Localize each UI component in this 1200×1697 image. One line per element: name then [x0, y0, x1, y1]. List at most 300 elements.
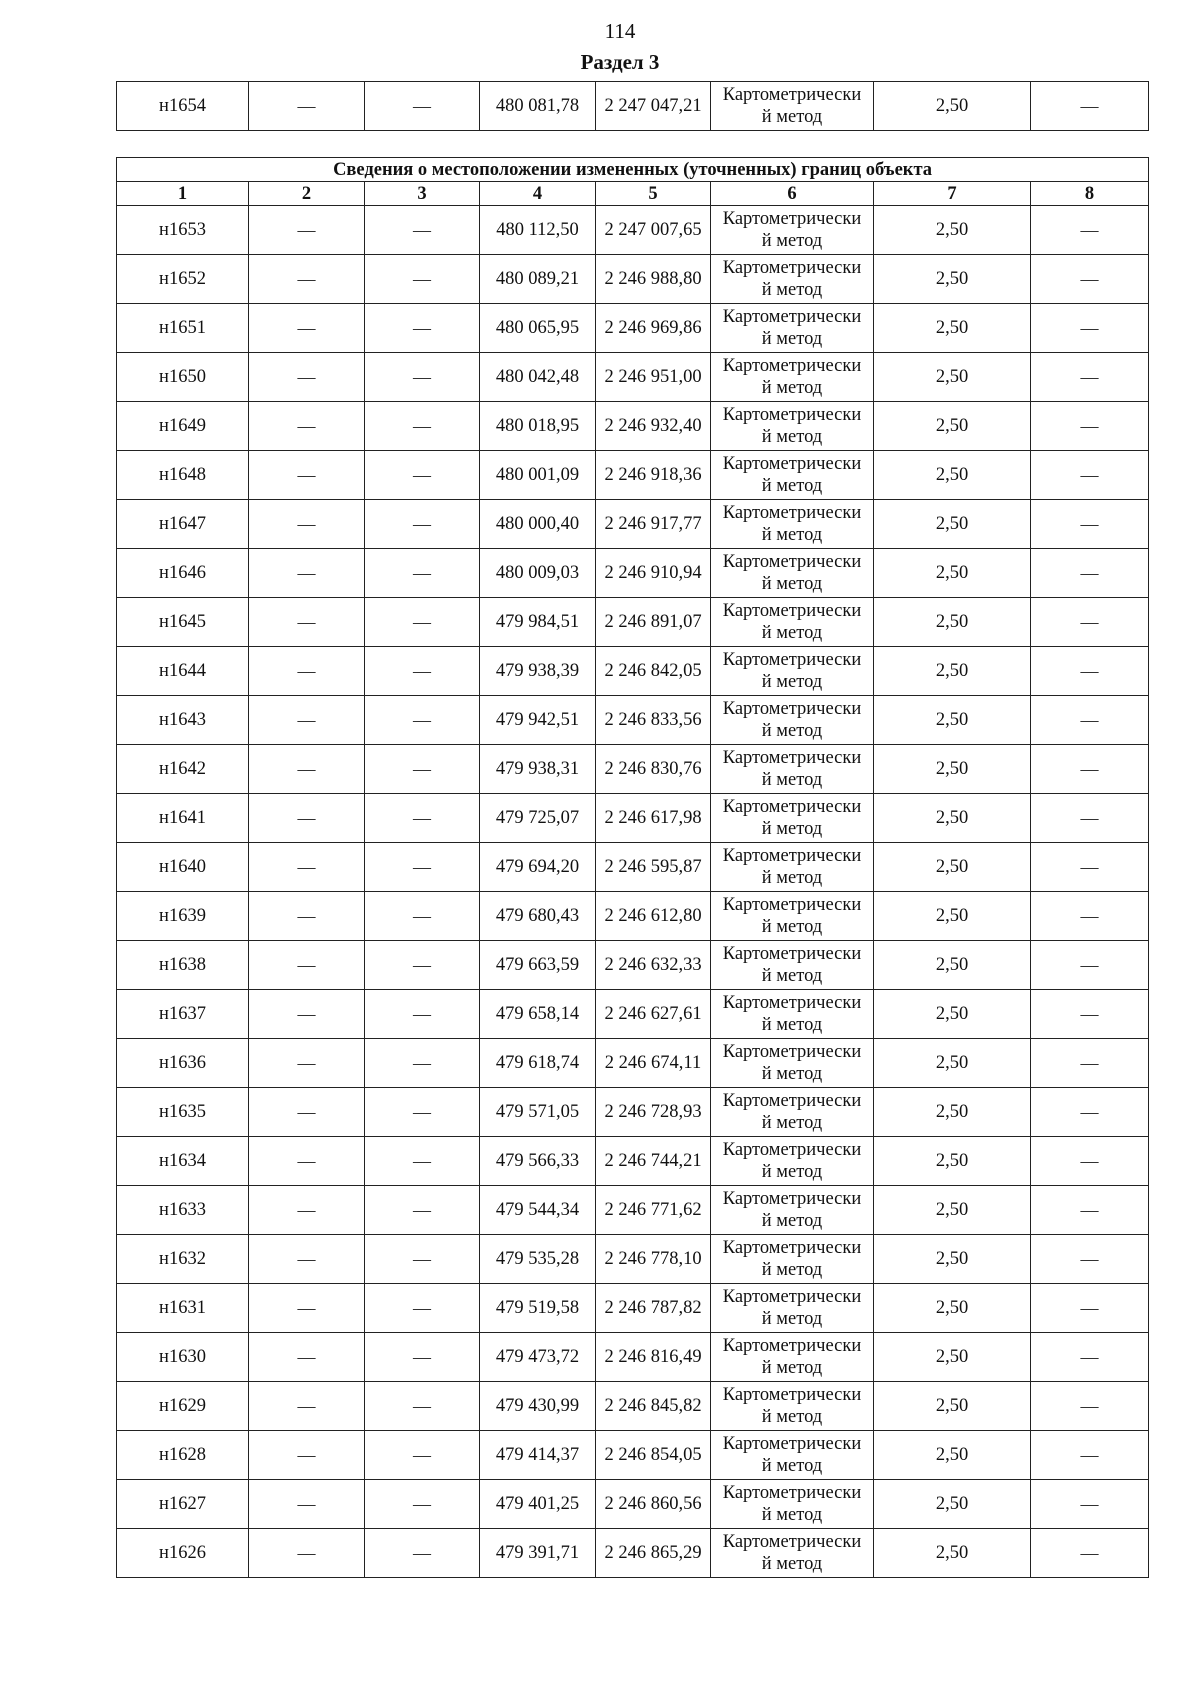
- accuracy-cell: 2,50: [874, 794, 1031, 843]
- method-cell: [711, 892, 874, 941]
- y-coordinate-cell: 2 246 860,56: [596, 1480, 711, 1529]
- method-text-line: й метод: [761, 476, 823, 496]
- x-coordinate-cell: 479 430,99: [480, 1382, 596, 1431]
- method-cell: [711, 1137, 874, 1186]
- point-name-cell: н1640: [117, 843, 249, 892]
- empty-value-cell: —: [249, 1039, 365, 1088]
- x-coordinate-cell: 479 544,34: [480, 1186, 596, 1235]
- table-row: [117, 1039, 1149, 1088]
- point-name-cell: н1634: [117, 1137, 249, 1186]
- accuracy-cell: 2,50: [874, 1382, 1031, 1431]
- empty-value-cell: —: [1031, 892, 1149, 941]
- method-text-line: Картометрически: [722, 1091, 862, 1111]
- column-header: 1: [117, 182, 249, 206]
- y-coordinate-cell: 2 246 969,86: [596, 304, 711, 353]
- point-name-cell: н1633: [117, 1186, 249, 1235]
- point-name-cell: н1639: [117, 892, 249, 941]
- method-text-line: й метод: [761, 819, 823, 839]
- empty-value-cell: —: [365, 402, 480, 451]
- y-coordinate-cell: 2 246 627,61: [596, 990, 711, 1039]
- page-number: 114: [604, 19, 636, 43]
- method-cell: [711, 794, 874, 843]
- empty-value-cell: —: [1031, 304, 1149, 353]
- point-name-cell: н1647: [117, 500, 249, 549]
- table-row: [117, 500, 1149, 549]
- accuracy-cell: 2,50: [874, 941, 1031, 990]
- x-coordinate-cell: 480 065,95: [480, 304, 596, 353]
- empty-value-cell: —: [1031, 1039, 1149, 1088]
- empty-value-cell: —: [249, 892, 365, 941]
- empty-value-cell: —: [365, 1431, 480, 1480]
- empty-value-cell: —: [365, 451, 480, 500]
- accuracy-cell: 2,50: [874, 1186, 1031, 1235]
- accuracy-cell: 2,50: [874, 304, 1031, 353]
- method-text-line: Картометрически: [722, 454, 862, 474]
- column-header: 6: [711, 182, 874, 206]
- x-coordinate-cell: 479 694,20: [480, 843, 596, 892]
- method-text-line: Картометрически: [722, 1189, 862, 1209]
- y-coordinate-cell: 2 246 728,93: [596, 1088, 711, 1137]
- point-name-cell: н1626: [117, 1529, 249, 1578]
- empty-value-cell: —: [1031, 1137, 1149, 1186]
- method-text-line: й метод: [761, 574, 823, 594]
- accuracy-cell: 2,50: [874, 82, 1031, 131]
- method-text-line: й метод: [761, 721, 823, 741]
- method-cell: [711, 696, 874, 745]
- method-text-line: й метод: [761, 1064, 823, 1084]
- accuracy-cell: 2,50: [874, 500, 1031, 549]
- table-row: [117, 1333, 1149, 1382]
- table-row: [117, 647, 1149, 696]
- point-name-cell: н1653: [117, 206, 249, 255]
- empty-value-cell: —: [365, 353, 480, 402]
- method-cell: [711, 549, 874, 598]
- empty-value-cell: —: [1031, 1480, 1149, 1529]
- x-coordinate-cell: 479 663,59: [480, 941, 596, 990]
- x-coordinate-cell: 479 571,05: [480, 1088, 596, 1137]
- method-text-line: й метод: [761, 1309, 823, 1329]
- accuracy-cell: 2,50: [874, 1137, 1031, 1186]
- x-coordinate-cell: 479 658,14: [480, 990, 596, 1039]
- point-name-cell: н1649: [117, 402, 249, 451]
- method-cell: [711, 1480, 874, 1529]
- empty-value-cell: —: [249, 1284, 365, 1333]
- point-name-cell: н1627: [117, 1480, 249, 1529]
- method-text-line: Картометрически: [722, 797, 862, 817]
- table-row: [117, 82, 1149, 131]
- table-row: [117, 1431, 1149, 1480]
- accuracy-cell: 2,50: [874, 1235, 1031, 1284]
- table-row: [117, 1186, 1149, 1235]
- method-cell: [711, 304, 874, 353]
- y-coordinate-cell: 2 247 007,65: [596, 206, 711, 255]
- empty-value-cell: —: [1031, 1235, 1149, 1284]
- table-row: [117, 451, 1149, 500]
- method-cell: [711, 843, 874, 892]
- table-row: [117, 1235, 1149, 1284]
- empty-value-cell: —: [1031, 1186, 1149, 1235]
- empty-value-cell: —: [365, 500, 480, 549]
- method-text-line: й метод: [761, 1554, 823, 1574]
- method-cell: [711, 402, 874, 451]
- accuracy-cell: 2,50: [874, 402, 1031, 451]
- empty-value-cell: —: [249, 255, 365, 304]
- table-row: [117, 745, 1149, 794]
- x-coordinate-cell: 480 009,03: [480, 549, 596, 598]
- table-row: [117, 1529, 1149, 1578]
- table-row: [117, 1382, 1149, 1431]
- empty-value-cell: —: [365, 255, 480, 304]
- empty-value-cell: —: [249, 304, 365, 353]
- method-text-line: Картометрически: [722, 1385, 862, 1405]
- method-cell: [711, 990, 874, 1039]
- empty-value-cell: —: [365, 843, 480, 892]
- method-cell: [711, 1284, 874, 1333]
- empty-value-cell: —: [249, 794, 365, 843]
- point-name-cell: н1636: [117, 1039, 249, 1088]
- y-coordinate-cell: 2 246 771,62: [596, 1186, 711, 1235]
- empty-value-cell: —: [1031, 451, 1149, 500]
- accuracy-cell: 2,50: [874, 549, 1031, 598]
- empty-value-cell: —: [249, 451, 365, 500]
- empty-value-cell: —: [249, 1137, 365, 1186]
- empty-value-cell: —: [1031, 696, 1149, 745]
- point-name-cell: н1644: [117, 647, 249, 696]
- table-row: [117, 941, 1149, 990]
- method-text-line: Картометрически: [722, 85, 862, 105]
- method-text-line: Картометрически: [722, 356, 862, 376]
- y-coordinate-cell: 2 246 617,98: [596, 794, 711, 843]
- empty-value-cell: —: [1031, 206, 1149, 255]
- point-name-cell: н1635: [117, 1088, 249, 1137]
- method-text-line: й метод: [761, 378, 823, 398]
- boundary-coordinates-table: [116, 157, 1149, 1578]
- empty-value-cell: —: [249, 598, 365, 647]
- empty-value-cell: —: [365, 1235, 480, 1284]
- method-text-line: Картометрически: [722, 1483, 862, 1503]
- accuracy-cell: 2,50: [874, 1088, 1031, 1137]
- empty-value-cell: —: [365, 745, 480, 794]
- empty-value-cell: —: [249, 1235, 365, 1284]
- method-text-line: й метод: [761, 917, 823, 937]
- y-coordinate-cell: 2 246 595,87: [596, 843, 711, 892]
- method-text-line: й метод: [761, 1505, 823, 1525]
- y-coordinate-cell: 2 246 854,05: [596, 1431, 711, 1480]
- column-header: 3: [365, 182, 480, 206]
- method-text-line: й метод: [761, 1211, 823, 1231]
- column-header: 8: [1031, 182, 1149, 206]
- method-cell: [711, 255, 874, 304]
- method-cell: [711, 353, 874, 402]
- y-coordinate-cell: 2 246 918,36: [596, 451, 711, 500]
- method-text-line: Картометрически: [722, 601, 862, 621]
- method-text-line: й метод: [761, 1015, 823, 1035]
- table-row: [117, 794, 1149, 843]
- y-coordinate-cell: 2 246 842,05: [596, 647, 711, 696]
- table-row: [117, 990, 1149, 1039]
- empty-value-cell: —: [1031, 402, 1149, 451]
- empty-value-cell: —: [249, 402, 365, 451]
- table-row: [117, 206, 1149, 255]
- empty-value-cell: —: [249, 1382, 365, 1431]
- method-cell: [711, 1333, 874, 1382]
- empty-value-cell: —: [249, 1431, 365, 1480]
- point-name-cell: н1650: [117, 353, 249, 402]
- y-coordinate-cell: 2 246 778,10: [596, 1235, 711, 1284]
- empty-value-cell: —: [365, 647, 480, 696]
- method-text-line: й метод: [761, 623, 823, 643]
- method-text-line: Картометрически: [722, 944, 862, 964]
- empty-value-cell: —: [249, 843, 365, 892]
- accuracy-cell: 2,50: [874, 843, 1031, 892]
- table-row: [117, 304, 1149, 353]
- table-row: [117, 1284, 1149, 1333]
- accuracy-cell: 2,50: [874, 990, 1031, 1039]
- table-row: [117, 892, 1149, 941]
- point-name-cell: н1648: [117, 451, 249, 500]
- empty-value-cell: —: [249, 647, 365, 696]
- empty-value-cell: —: [365, 1333, 480, 1382]
- method-text-line: Картометрически: [722, 552, 862, 572]
- empty-value-cell: —: [1031, 255, 1149, 304]
- method-text-line: Картометрически: [722, 1434, 862, 1454]
- method-text-line: й метод: [761, 672, 823, 692]
- y-coordinate-cell: 2 246 632,33: [596, 941, 711, 990]
- method-text-line: й метод: [761, 868, 823, 888]
- method-text-line: Картометрически: [722, 1336, 862, 1356]
- y-coordinate-cell: 2 246 612,80: [596, 892, 711, 941]
- empty-value-cell: —: [365, 549, 480, 598]
- empty-value-cell: —: [249, 353, 365, 402]
- empty-value-cell: —: [365, 598, 480, 647]
- y-coordinate-cell: 2 247 047,21: [596, 82, 711, 131]
- method-cell: [711, 1529, 874, 1578]
- empty-value-cell: —: [249, 549, 365, 598]
- accuracy-cell: 2,50: [874, 1284, 1031, 1333]
- method-text-line: Картометрически: [722, 1287, 862, 1307]
- method-text-line: й метод: [761, 770, 823, 790]
- point-name-cell: н1632: [117, 1235, 249, 1284]
- y-coordinate-cell: 2 246 816,49: [596, 1333, 711, 1382]
- y-coordinate-cell: 2 246 830,76: [596, 745, 711, 794]
- method-text-line: й метод: [761, 427, 823, 447]
- empty-value-cell: —: [1031, 598, 1149, 647]
- point-name-cell: н1654: [117, 82, 249, 131]
- method-text-line: й метод: [761, 1407, 823, 1427]
- method-text-line: й метод: [761, 1162, 823, 1182]
- method-text-line: Картометрически: [722, 650, 862, 670]
- column-header: 4: [480, 182, 596, 206]
- empty-value-cell: —: [249, 1186, 365, 1235]
- empty-value-cell: —: [249, 941, 365, 990]
- method-text-line: й метод: [761, 231, 823, 251]
- point-name-cell: н1637: [117, 990, 249, 1039]
- point-name-cell: н1645: [117, 598, 249, 647]
- empty-value-cell: —: [1031, 549, 1149, 598]
- empty-value-cell: —: [1031, 353, 1149, 402]
- method-text-line: й метод: [761, 280, 823, 300]
- x-coordinate-cell: 479 942,51: [480, 696, 596, 745]
- table-row: [117, 696, 1149, 745]
- empty-value-cell: —: [365, 941, 480, 990]
- method-cell: [711, 941, 874, 990]
- x-coordinate-cell: 480 112,50: [480, 206, 596, 255]
- empty-value-cell: —: [1031, 941, 1149, 990]
- y-coordinate-cell: 2 246 787,82: [596, 1284, 711, 1333]
- section-title: Раздел 3: [580, 50, 660, 74]
- x-coordinate-cell: 480 001,09: [480, 451, 596, 500]
- table-row: [117, 1137, 1149, 1186]
- method-cell: [711, 598, 874, 647]
- method-text-line: Картометрически: [722, 258, 862, 278]
- x-coordinate-cell: 479 414,37: [480, 1431, 596, 1480]
- point-name-cell: н1646: [117, 549, 249, 598]
- table-caption-row: [117, 158, 1149, 182]
- method-text-line: Картометрически: [722, 503, 862, 523]
- empty-value-cell: —: [1031, 647, 1149, 696]
- empty-value-cell: —: [249, 1480, 365, 1529]
- y-coordinate-cell: 2 246 833,56: [596, 696, 711, 745]
- x-coordinate-cell: 479 391,71: [480, 1529, 596, 1578]
- column-header: 7: [874, 182, 1031, 206]
- column-number-row: [117, 182, 1149, 206]
- empty-value-cell: —: [1031, 1284, 1149, 1333]
- method-text-line: Картометрически: [722, 699, 862, 719]
- column-header: 5: [596, 182, 711, 206]
- x-coordinate-cell: 479 566,33: [480, 1137, 596, 1186]
- empty-value-cell: —: [249, 1529, 365, 1578]
- method-cell: [711, 647, 874, 696]
- method-text-line: й метод: [761, 525, 823, 545]
- x-coordinate-cell: 480 000,40: [480, 500, 596, 549]
- empty-value-cell: —: [365, 206, 480, 255]
- method-cell: [711, 1186, 874, 1235]
- y-coordinate-cell: 2 246 910,94: [596, 549, 711, 598]
- accuracy-cell: 2,50: [874, 598, 1031, 647]
- empty-value-cell: —: [365, 1137, 480, 1186]
- accuracy-cell: 2,50: [874, 647, 1031, 696]
- y-coordinate-cell: 2 246 932,40: [596, 402, 711, 451]
- method-text-line: й метод: [761, 1260, 823, 1280]
- empty-value-cell: —: [1031, 1088, 1149, 1137]
- empty-value-cell: —: [365, 1186, 480, 1235]
- y-coordinate-cell: 2 246 891,07: [596, 598, 711, 647]
- method-cell: [711, 1039, 874, 1088]
- accuracy-cell: 2,50: [874, 1529, 1031, 1578]
- method-text-line: Картометрически: [722, 846, 862, 866]
- accuracy-cell: 2,50: [874, 451, 1031, 500]
- accuracy-cell: 2,50: [874, 1039, 1031, 1088]
- empty-value-cell: —: [1031, 794, 1149, 843]
- x-coordinate-cell: 479 401,25: [480, 1480, 596, 1529]
- x-coordinate-cell: 480 089,21: [480, 255, 596, 304]
- empty-value-cell: —: [365, 990, 480, 1039]
- table-row: [117, 843, 1149, 892]
- empty-value-cell: —: [249, 745, 365, 794]
- point-name-cell: н1630: [117, 1333, 249, 1382]
- table-row: [117, 598, 1149, 647]
- accuracy-cell: 2,50: [874, 1431, 1031, 1480]
- empty-value-cell: —: [365, 82, 480, 131]
- point-name-cell: н1631: [117, 1284, 249, 1333]
- point-name-cell: н1629: [117, 1382, 249, 1431]
- y-coordinate-cell: 2 246 917,77: [596, 500, 711, 549]
- table-row: [117, 353, 1149, 402]
- y-coordinate-cell: 2 246 988,80: [596, 255, 711, 304]
- empty-value-cell: —: [1031, 1431, 1149, 1480]
- accuracy-cell: 2,50: [874, 1480, 1031, 1529]
- point-name-cell: н1641: [117, 794, 249, 843]
- method-text-line: Картометрически: [722, 1140, 862, 1160]
- method-text-line: й метод: [761, 329, 823, 349]
- empty-value-cell: —: [1031, 1382, 1149, 1431]
- x-coordinate-cell: 480 018,95: [480, 402, 596, 451]
- y-coordinate-cell: 2 246 951,00: [596, 353, 711, 402]
- table-row: [117, 255, 1149, 304]
- method-cell: [711, 1431, 874, 1480]
- x-coordinate-cell: 480 081,78: [480, 82, 596, 131]
- method-text-line: Картометрически: [722, 307, 862, 327]
- continuation-table: [116, 81, 1149, 131]
- empty-value-cell: —: [365, 696, 480, 745]
- empty-value-cell: —: [249, 500, 365, 549]
- empty-value-cell: —: [249, 990, 365, 1039]
- empty-value-cell: —: [365, 892, 480, 941]
- x-coordinate-cell: 479 618,74: [480, 1039, 596, 1088]
- empty-value-cell: —: [1031, 745, 1149, 794]
- accuracy-cell: 2,50: [874, 255, 1031, 304]
- table-row: [117, 402, 1149, 451]
- empty-value-cell: —: [249, 1333, 365, 1382]
- empty-value-cell: —: [365, 794, 480, 843]
- method-cell: [711, 500, 874, 549]
- y-coordinate-cell: 2 246 865,29: [596, 1529, 711, 1578]
- empty-value-cell: —: [365, 1529, 480, 1578]
- point-name-cell: н1643: [117, 696, 249, 745]
- method-text-line: й метод: [761, 1358, 823, 1378]
- empty-value-cell: —: [1031, 990, 1149, 1039]
- method-text-line: й метод: [761, 1456, 823, 1476]
- table-row: [117, 549, 1149, 598]
- empty-value-cell: —: [249, 206, 365, 255]
- empty-value-cell: —: [365, 1480, 480, 1529]
- empty-value-cell: —: [249, 1088, 365, 1137]
- empty-value-cell: —: [1031, 843, 1149, 892]
- x-coordinate-cell: 479 519,58: [480, 1284, 596, 1333]
- empty-value-cell: —: [1031, 82, 1149, 131]
- accuracy-cell: 2,50: [874, 745, 1031, 794]
- y-coordinate-cell: 2 246 744,21: [596, 1137, 711, 1186]
- x-coordinate-cell: 479 938,31: [480, 745, 596, 794]
- method-text-line: Картометрически: [722, 1532, 862, 1552]
- method-cell: [711, 82, 874, 131]
- table-row: [117, 1088, 1149, 1137]
- empty-value-cell: —: [249, 696, 365, 745]
- point-name-cell: н1628: [117, 1431, 249, 1480]
- method-text-line: Картометрически: [722, 748, 862, 768]
- empty-value-cell: —: [365, 304, 480, 353]
- x-coordinate-cell: 479 938,39: [480, 647, 596, 696]
- method-cell: [711, 745, 874, 794]
- method-cell: [711, 451, 874, 500]
- empty-value-cell: —: [365, 1088, 480, 1137]
- accuracy-cell: 2,50: [874, 696, 1031, 745]
- point-name-cell: н1638: [117, 941, 249, 990]
- method-cell: [711, 206, 874, 255]
- table-row: [117, 1480, 1149, 1529]
- point-name-cell: н1651: [117, 304, 249, 353]
- method-cell: [711, 1382, 874, 1431]
